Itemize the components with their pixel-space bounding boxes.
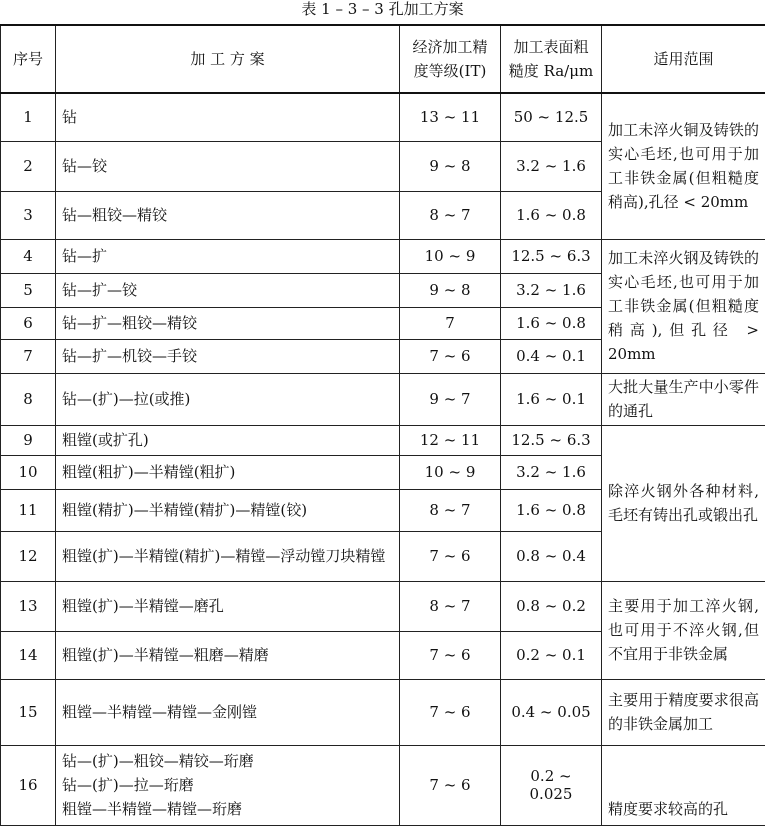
- row-no: 7: [1, 339, 56, 373]
- row-grade: 9 ~ 7: [400, 373, 501, 425]
- row-grade: 10 ~ 9: [400, 455, 501, 489]
- row-no: 9: [1, 425, 56, 455]
- scope-cell: 加工未淬火钢及铸铁的实心毛坯,也可用于加工非铁金属(但粗糙度稍高),但孔径 > 20mm: [602, 239, 765, 373]
- row-no: 12: [1, 531, 56, 581]
- row-no: 3: [1, 191, 56, 239]
- table-row: [1, 373, 765, 425]
- row-grade: 12 ~ 11: [400, 425, 501, 455]
- table-row: [1, 425, 765, 455]
- row-roughness: 0.4 ~ 0.05: [501, 679, 602, 745]
- row-roughness: 3.2 ~ 1.6: [501, 273, 602, 307]
- row-roughness: 0.8 ~ 0.2: [501, 581, 602, 631]
- row-grade: 9 ~ 8: [400, 273, 501, 307]
- row-scheme: 钻—扩—铰: [56, 273, 400, 307]
- table-row: [1, 93, 765, 141]
- row-roughness: 3.2 ~ 1.6: [501, 455, 602, 489]
- row-no: 1: [1, 93, 56, 141]
- row-scheme: 钻—铰: [56, 141, 400, 191]
- scheme-line: 粗镗—半精镗—精镗—珩磨: [62, 800, 243, 818]
- scope-cell: 除淬火钢外各种材料,毛坯有铸出孔或锻出孔: [602, 425, 765, 581]
- row-no: 13: [1, 581, 56, 631]
- header-no: 序号: [1, 25, 56, 93]
- header-row: [1, 25, 765, 93]
- table-row: [1, 679, 765, 745]
- table-row: [1, 239, 765, 273]
- row-roughness: 1.6 ~ 0.8: [501, 191, 602, 239]
- row-grade: 8 ~ 7: [400, 489, 501, 531]
- row-no: 15: [1, 679, 56, 745]
- row-scheme: 粗镗(扩)—半精镗—粗磨—精磨: [56, 631, 400, 679]
- row-roughness: 3.2 ~ 1.6: [501, 141, 602, 191]
- row-grade: 10 ~ 9: [400, 239, 501, 273]
- process-table: [0, 24, 765, 826]
- row-roughness: 12.5 ~ 6.3: [501, 239, 602, 273]
- row-no: 10: [1, 455, 56, 489]
- row-grade: 9 ~ 8: [400, 141, 501, 191]
- header-grade: 经济加工精度等级(IT): [400, 25, 501, 93]
- table-caption: 表 1 – 3 – 3 孔加工方案: [301, 0, 464, 18]
- row-grade: 8 ~ 7: [400, 581, 501, 631]
- row-roughness: 1.6 ~ 0.8: [501, 307, 602, 339]
- scheme-line: 钻—(扩)—粗铰—精铰—珩磨: [62, 752, 254, 770]
- row-scheme: 钻: [56, 93, 400, 141]
- row-grade: 7 ~ 6: [400, 339, 501, 373]
- row-roughness: 1.6 ~ 0.1: [501, 373, 602, 425]
- row-grade: 7 ~ 6: [400, 631, 501, 679]
- row-scheme: 钻—粗铰—精铰: [56, 191, 400, 239]
- header-scope: 适用范围: [602, 25, 765, 93]
- row-roughness: 0.8 ~ 0.4: [501, 531, 602, 581]
- table-row: [1, 745, 765, 825]
- row-grade: 8 ~ 7: [400, 191, 501, 239]
- row-grade: 7: [400, 307, 501, 339]
- row-scheme: 粗镗(扩)—半精镗(精扩)—精镗—浮动镗刀块精镗: [56, 531, 400, 581]
- row-grade: 7 ~ 6: [400, 745, 501, 825]
- row-roughness: 12.5 ~ 6.3: [501, 425, 602, 455]
- row-no: 8: [1, 373, 56, 425]
- row-no: 16: [1, 745, 56, 825]
- row-scheme: 粗镗—半精镗—精镗—金刚镗: [56, 679, 400, 745]
- row-roughness: 0.2 ~ 0.1: [501, 631, 602, 679]
- scope-cell: 精度要求较高的孔: [602, 745, 765, 825]
- row-no: 5: [1, 273, 56, 307]
- row-roughness: 50 ~ 12.5: [501, 93, 602, 141]
- row-no: 2: [1, 141, 56, 191]
- row-scheme: 钻—扩—粗铰—精铰: [56, 307, 400, 339]
- row-grade: 7 ~ 6: [400, 531, 501, 581]
- row-roughness: 0.2 ~ 0.025: [501, 745, 602, 825]
- row-scheme: 钻—扩—机铰—手铰: [56, 339, 400, 373]
- row-no: 6: [1, 307, 56, 339]
- row-no: 4: [1, 239, 56, 273]
- table-row: [1, 581, 765, 631]
- scope-cell: 大批大量生产中小零件的通孔: [602, 373, 765, 425]
- row-roughness: 1.6 ~ 0.8: [501, 489, 602, 531]
- row-scheme: 钻—扩: [56, 239, 400, 273]
- scope-cell: 主要用于精度要求很高的非铁金属加工: [602, 679, 765, 745]
- row-no: 11: [1, 489, 56, 531]
- row-scheme: 钻—(扩)—拉(或推): [56, 373, 400, 425]
- row-grade: 7 ~ 6: [400, 679, 501, 745]
- row-grade: 13 ~ 11: [400, 93, 501, 141]
- row-scheme: 粗镗(或扩孔): [56, 425, 400, 455]
- row-roughness: 0.4 ~ 0.1: [501, 339, 602, 373]
- header-roughness: 加工表面粗糙度 Ra/μm: [501, 25, 602, 93]
- row-scheme: [56, 745, 400, 825]
- scope-cell: 加工未淬火铜及铸铁的实心毛坯,也可用于加工非铁金属(但粗糙度稍高),孔径 < 20mm: [602, 93, 765, 239]
- row-no: 14: [1, 631, 56, 679]
- row-scheme: 粗镗(粗扩)—半精镗(粗扩): [56, 455, 400, 489]
- scheme-line: 钻—(扩)—拉—珩磨: [62, 776, 194, 794]
- row-scheme: 粗镗(扩)—半精镗—磨孔: [56, 581, 400, 631]
- scope-cell: 主要用于加工淬火钢,也可用于不淬火钢,但不宜用于非铁金属: [602, 581, 765, 679]
- header-scheme: 加 工 方 案: [56, 25, 400, 93]
- row-scheme: 粗镗(精扩)—半精镗(精扩)—精镗(铰): [56, 489, 400, 531]
